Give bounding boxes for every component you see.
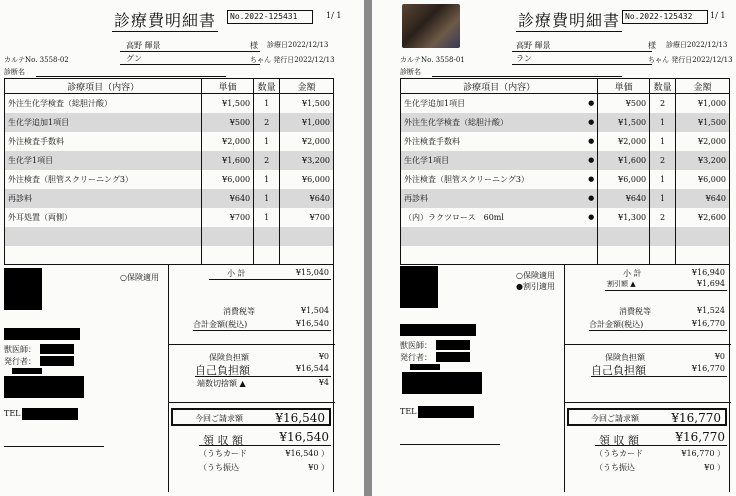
issuer-label: 発行者： — [4, 357, 36, 366]
visit-date: 診療日2022/12/13 — [267, 41, 329, 49]
transfer-amount: ¥0 ） — [308, 463, 329, 472]
card-label: （うちカード — [199, 449, 247, 458]
redacted-tel — [418, 406, 474, 418]
tax-label: 消費税等 — [223, 307, 255, 316]
header-qty: 数量 — [650, 79, 676, 94]
table-row — [5, 227, 334, 246]
visit-date: 診療日2022/12/13 — [666, 41, 728, 49]
table-row — [401, 246, 730, 265]
insurance-amount-label: 保険負担額 — [209, 353, 249, 362]
bill-box — [171, 408, 331, 426]
totals-panel — [564, 264, 730, 492]
receipt-underline — [595, 445, 727, 446]
redacted-clinic-name — [400, 324, 476, 336]
owner-underline — [120, 51, 260, 52]
document-title: 診療費明細書 — [516, 8, 622, 32]
subtotal-value: ¥15,040 — [295, 268, 329, 277]
section-divider — [169, 344, 335, 345]
section-divider-2 — [565, 402, 731, 403]
table-row: 外注検査（胆管スクリーニング3） ● ¥6,000 1 ¥6,000 — [401, 170, 730, 189]
receipt-label: 領 収 額 — [599, 434, 639, 447]
redacted-address-2 — [4, 376, 84, 398]
pet-underline — [120, 64, 260, 65]
header-price: 単価 — [598, 79, 650, 94]
issuer-label: 発行者： — [400, 353, 432, 362]
redacted-logo — [400, 266, 438, 308]
table-row: 再診料 ¥640 1 ¥640 — [5, 189, 334, 208]
page-number: 1/ 1 — [326, 11, 342, 20]
rounding-label: 端数切捨額 ▲ — [197, 379, 246, 388]
signature-line — [400, 444, 500, 445]
tax-value: ¥1,524 — [697, 306, 725, 315]
vet-label: 獣医師： — [4, 345, 36, 354]
section-divider-2 — [169, 402, 335, 403]
transfer-amount: ¥0 ） — [704, 463, 725, 472]
discount-dot: ● — [588, 193, 595, 202]
bill-box — [567, 408, 727, 426]
diagnosis-label: 診断名 — [4, 68, 25, 76]
clinic-info — [400, 264, 564, 492]
redacted-logo — [4, 268, 42, 310]
summary-area — [400, 264, 730, 492]
discount-apply-label: ●割引適用 — [516, 282, 555, 291]
table-row: 外注生化学検査（総胆汁酸） ● ¥1,500 1 ¥1,500 — [401, 113, 730, 132]
items-table — [400, 78, 730, 265]
table-row: 外耳処置（両側） ¥700 1 ¥700 — [5, 208, 334, 227]
bill-label: 今回ご請求額 — [591, 414, 639, 423]
self-pay-underline — [591, 376, 727, 377]
totals-panel — [168, 264, 334, 492]
discount-dot: ● — [588, 136, 595, 145]
pet-underline — [512, 64, 652, 65]
header-qty: 数量 — [254, 79, 280, 94]
card-amount: ¥16,770 ） — [681, 449, 725, 458]
self-pay-value: ¥16,544 — [295, 364, 329, 373]
table-row — [401, 227, 730, 246]
table-row: 生化学1項目 ● ¥1,600 2 ¥3,200 — [401, 151, 730, 170]
pet-photo — [402, 4, 460, 48]
pet-name: ラン — [516, 54, 532, 63]
rounding-value: ¥4 — [318, 378, 329, 387]
discount-label: 割引額 ▲ — [607, 280, 636, 288]
total-value: ¥16,540 — [295, 319, 329, 328]
signature-line — [4, 446, 104, 447]
self-pay-value: ¥16,770 — [691, 364, 725, 373]
transfer-label: （うち振込 — [199, 463, 239, 472]
header-item: 診療項目（内容） — [401, 79, 598, 94]
table-row: 外注生化学検査（総胆汁酸） ¥1,500 1 ¥1,500 — [5, 94, 334, 113]
bill-amount: ¥16,770 — [671, 411, 721, 425]
total-underline — [589, 330, 727, 331]
summary-area — [4, 264, 334, 492]
receipt-amount: ¥16,770 — [675, 430, 725, 444]
diagnosis-underline — [36, 76, 226, 77]
insurance-amount-value: ¥0 — [318, 352, 329, 361]
redacted-clinic-name — [4, 328, 80, 340]
transfer-label: （うち振込 — [595, 463, 635, 472]
karte-number: カルテNo. 3558-02 — [4, 56, 69, 64]
table-row: 外注検査手数料 ● ¥2,000 1 ¥2,000 — [401, 132, 730, 151]
subtotal-value: ¥16,940 — [691, 268, 725, 277]
redacted-issuer — [40, 356, 74, 366]
clinic-info — [4, 264, 168, 492]
table-row: （内）ラクツロース 60ml ● ¥1,300 2 ¥2,600 — [401, 208, 730, 227]
header-item: 診療項目（内容） — [5, 79, 202, 94]
redacted-address-2 — [402, 372, 482, 394]
vet-label: 獣医師： — [400, 341, 432, 350]
items-table — [4, 78, 334, 265]
document-number: No.2022-125432 — [622, 10, 708, 24]
table-row: 生化学1項目 ¥1,600 2 ¥3,200 — [5, 151, 334, 170]
header-price: 単価 — [202, 79, 254, 94]
card-amount: ¥16,540 ） — [285, 449, 329, 458]
discount-dot: ● — [588, 155, 595, 164]
section-divider — [565, 344, 731, 345]
bill-amount: ¥16,540 — [275, 411, 325, 425]
diagnosis-underline — [432, 76, 622, 77]
insurance-label: ○保険適用 — [120, 273, 159, 282]
discount-dot: ● — [588, 212, 595, 221]
discount-value: ¥1,694 — [697, 279, 725, 288]
redacted-vet — [436, 340, 470, 350]
subtotal-underline — [209, 279, 331, 280]
page-number: 1/ 1 — [710, 11, 726, 20]
table-row: 生化学追加1項目 ¥500 2 ¥1,000 — [5, 113, 334, 132]
insurance-amount-value: ¥0 — [714, 352, 725, 361]
self-pay-underline — [195, 376, 331, 377]
subtotal-label: 小 計 — [623, 269, 642, 278]
card-label: （うちカード — [595, 449, 643, 458]
pet-name: グン — [126, 54, 142, 63]
insurance-amount-label: 保険負担額 — [605, 353, 645, 362]
issue-date: ちゃん 発行日2022/12/13 — [648, 56, 733, 64]
owner-name: 高野 輝景 — [516, 41, 551, 50]
self-pay-label: 自己負担額 — [591, 364, 646, 377]
document-number: No.2022-125431 — [227, 10, 313, 24]
honorific: 様 — [648, 41, 656, 50]
owner-name: 高野 輝景 — [126, 41, 161, 50]
discount-dot: ● — [588, 174, 595, 183]
total-value: ¥16,770 — [691, 319, 725, 328]
subtotal-underline — [605, 290, 727, 291]
karte-number: カルテNo. 3558-01 — [400, 56, 465, 64]
diagnosis-label: 診断名 — [400, 68, 421, 76]
table-row: 再診料 ● ¥640 1 ¥640 — [401, 189, 730, 208]
redacted-issuer — [436, 352, 470, 362]
tel-label: TEL — [4, 409, 21, 418]
header-amount: 金額 — [280, 79, 334, 94]
owner-underline — [512, 51, 652, 52]
insurance-label: ○保険適用 — [516, 271, 555, 280]
discount-dot: ● — [588, 98, 595, 107]
total-label: 合計金額(税込) — [589, 320, 644, 329]
invoice-sheet-left — [0, 0, 364, 496]
total-underline — [193, 330, 331, 331]
table-row: 生化学追加1項目 ● ¥500 2 ¥1,000 — [401, 94, 730, 113]
receipt-label: 領 収 額 — [203, 434, 243, 447]
tax-value: ¥1,504 — [301, 306, 329, 315]
tax-label: 消費税等 — [619, 307, 651, 316]
honorific: 様 — [250, 41, 258, 50]
bill-label: 今回ご請求額 — [195, 414, 243, 423]
receipt-amount: ¥16,540 — [279, 430, 329, 444]
tel-label: TEL — [400, 407, 417, 416]
header-amount: 金額 — [676, 79, 730, 94]
total-label: 合計金額(税込) — [193, 320, 248, 329]
issue-date: ちゃん 発行日2022/12/13 — [250, 56, 335, 64]
document-title: 診療費明細書 — [112, 8, 218, 32]
redacted-tel — [22, 408, 78, 420]
table-row: 外注検査（胆管スクリーニング3） ¥6,000 1 ¥6,000 — [5, 170, 334, 189]
subtotal-label: 小 計 — [227, 269, 246, 278]
redacted-address-1 — [12, 368, 42, 374]
redacted-address-1 — [410, 364, 440, 370]
redacted-vet — [40, 344, 74, 354]
invoice-sheet-right — [372, 0, 736, 496]
discount-dot: ● — [588, 117, 595, 126]
receipt-underline — [199, 445, 331, 446]
table-row — [5, 246, 334, 265]
table-row: 外注検査手数料 ¥2,000 1 ¥2,000 — [5, 132, 334, 151]
self-pay-label: 自己負担額 — [195, 364, 250, 377]
